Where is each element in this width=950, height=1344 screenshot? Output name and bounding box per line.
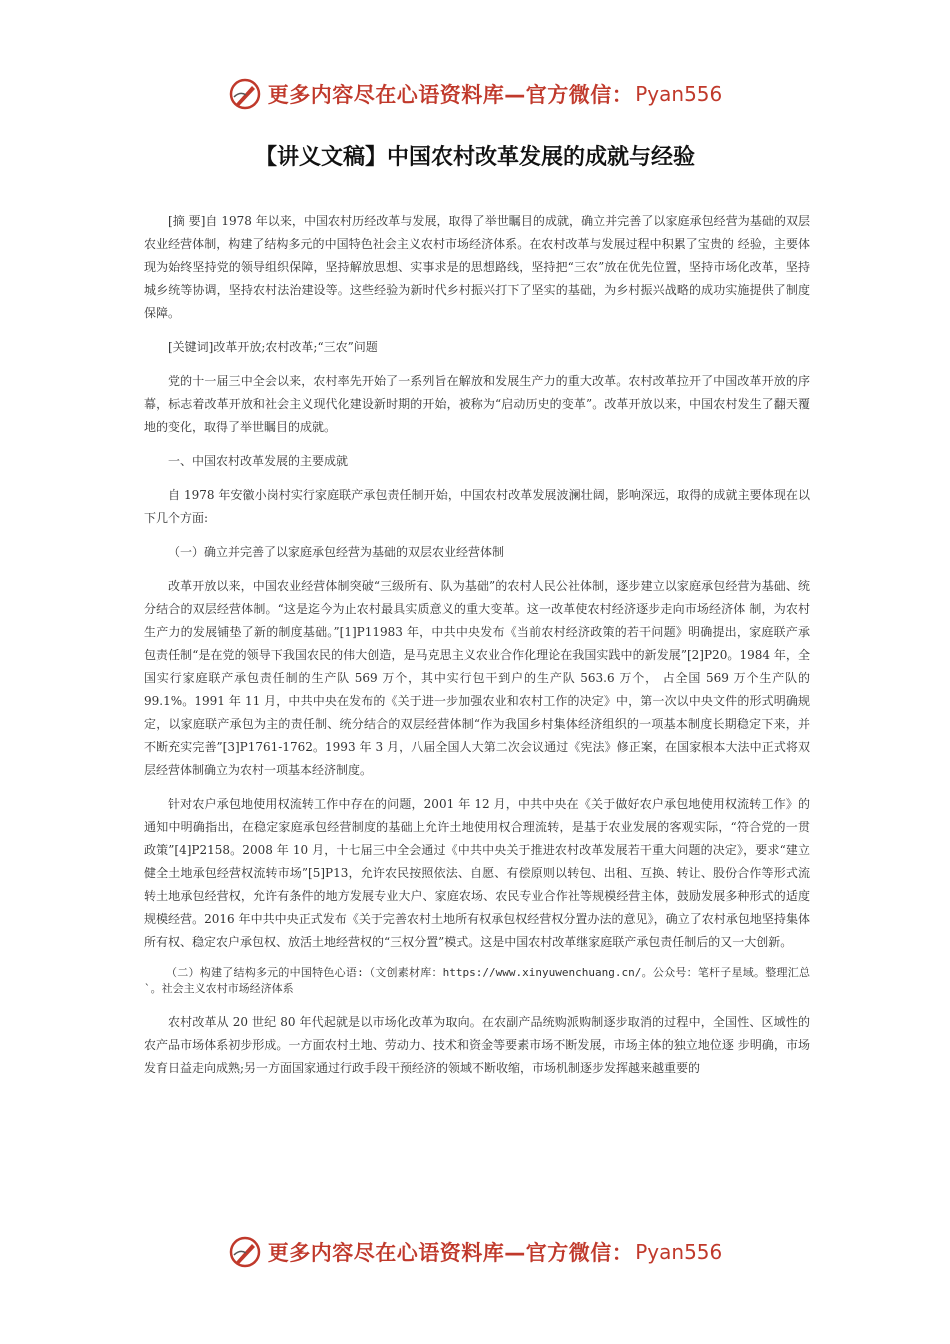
banner-account: Pyan556 (635, 1240, 723, 1264)
page-title: 【讲义文稿】中国农村改革发展的成就与经验 (254, 145, 695, 170)
keywords-paragraph: [关键词]改革开放;农村改革;“三农”问题 (168, 340, 378, 354)
abstract-paragraph: [摘 要]自 1978 年以来，中国农村历经改革与发展，取得了举世瞩目的成就，确立并完善了以家庭承包经营为基础的双层农业经营体制，构建了结构多元的中国特色社会主义农村市场经济体系。在农村改革与发展过程中积累了宝贵的 经验，主要体现为始终坚持党的领导组织保障，坚持解放思想、实事求是的思想路线，坚持把“三农”放在优先位置，坚持市场化改革，坚持城乡统等协调，坚持农村法治建设等。这些经验为新时代乡村振兴打下了坚实的基础，为乡村振兴战略的成功实施提供了制度保障。 (144, 214, 810, 320)
body-paragraph: 自 1978 年安徽小岗村实行家庭联产承包责任制开始，中国农村改革发展波澜壮阔，影响深远，取得的成就主要体现在以下几个方面: (144, 488, 810, 525)
header-banner (0, 72, 950, 116)
article-body (144, 210, 810, 1091)
banner-text: 更多内容尽在心语资料库—官方微信： (267, 83, 634, 107)
footer-banner (0, 1230, 950, 1274)
section-heading: 一、中国农村改革发展的主要成就 (168, 454, 349, 468)
body-paragraph: 针对农户承包地使用权流转工作中存在的问题，2001 年 12 月，中共中央在《关于做好农户承包地使用权流转工作》的通知中明确指出，在稳定家庭承包经营制度的基础上允许土地使用权合理流转，是基于农业发展的客观实际，“符合党的一贯政策”[4]P2158。2008 年 10 月，十七届三中全会通过《中共中央关于推进农村改革发展若干重大问题的决定》，要求“建立健全土地承包经营权流转市场”[5]P13，允许农民按照依法、自愿、有偿原则以转包、出租、互换、转让、股份合作等形式流转土地承包经营权，允许有条件的地方发展专业大户、家庭农场、农民专业合作社等规模经营主体，鼓励发展多种形式的适度规模经营。2016 年中共中央正式发布《关于完善农村土地所有权承包权经营权分置办法的意见》，确立了农村承包地坚持集体所有权、稳定农户承包权、放活土地经营权的“三权分置”模式。这是中国农村改革继家庭联产承包责任制后的又一大创新。 (144, 797, 810, 949)
body-paragraph: 改革开放以来，中国农业经营体制突破“三级所有、队为基础”的农村人民公社体制，逐步建立以家庭承包经营为基础、统分结合的双层经营体制。“这是迄今为止农村最具实质意义的重大变革。这一改革使农村经济逐步走向市场经济体 制，为农村生产力的发展铺垫了新的制度基础。”[1]P11983 年，中共中央发布《当前农村经济政策的若干问题》明确提出，家庭联产承包责任制“是在党的领导下我国农民的伟大创造，是马克思主义农业合作化理论在我国实践中的新发展”[2]P20。1984 年，全国实行家庭联产承包责任制的生产队 569 万个，其中实行包干到户的生产队 563.6 万个， 占全国 569 万个生产队的 99.1%。1991 年 11 月，中共中央在发布的《关于进一步加强农业和农村工作的决定》中，第一次以中央文件的形式明确规定，以家庭联产承包为主的责任制、统分结合的双层经营体制“作为我国乡村集体经济组织的一项基本制度长期稳定下来，并不断充实完善”[3]P1761-1762。1993 年 3 月，八届全国人大第二次会议通过《宪法》修正案，在国家根本大法中正式将双层经营体制确立为农村一项基本经济制度。 (144, 579, 810, 777)
body-paragraph: 农村改革从 20 世纪 80 年代起就是以市场化改革为取向。在农副产品统购派购制逐步取消的过程中，全国性、区域性的农产品市场体系初步形成。一方面农村土地、劳动力、技术和资金等要素市场不断发展，市场主体的独立地位逐 步明确，市场发育日益走向成熟;另一方面国家通过行政手段干预经济的领域不断收缩，市场机制逐步发挥越来越重要的 (144, 1015, 810, 1075)
pen-quill-icon (228, 77, 262, 111)
banner-account: Pyan556 (635, 82, 723, 106)
banner-text: 更多内容尽在心语资料库—官方微信： (267, 1241, 634, 1265)
subsection-heading: （二）构建了结构多元的中国特色心语:（文创素材库：https://www.xinyuwenchuang.cn/。公众号：笔杆子星域。整理汇总`。社会主义农村市场经济体系 (144, 966, 810, 995)
pen-quill-icon (228, 1235, 262, 1269)
intro-paragraph: 党的十一届三中全会以来，农村率先开始了一系列旨在解放和发展生产力的重大改革。农村改革拉开了中国改革开放的序幕，标志着改革开放和社会主义现代化建设新时期的开始，被称为“启动历史的变革”。改革开放以来，中国农村发生了翻天覆地的变化，取得了举世瞩目的成就。 (144, 374, 810, 434)
subsection-heading: （一）确立并完善了以家庭承包经营为基础的双层农业经营体制 (168, 545, 505, 559)
